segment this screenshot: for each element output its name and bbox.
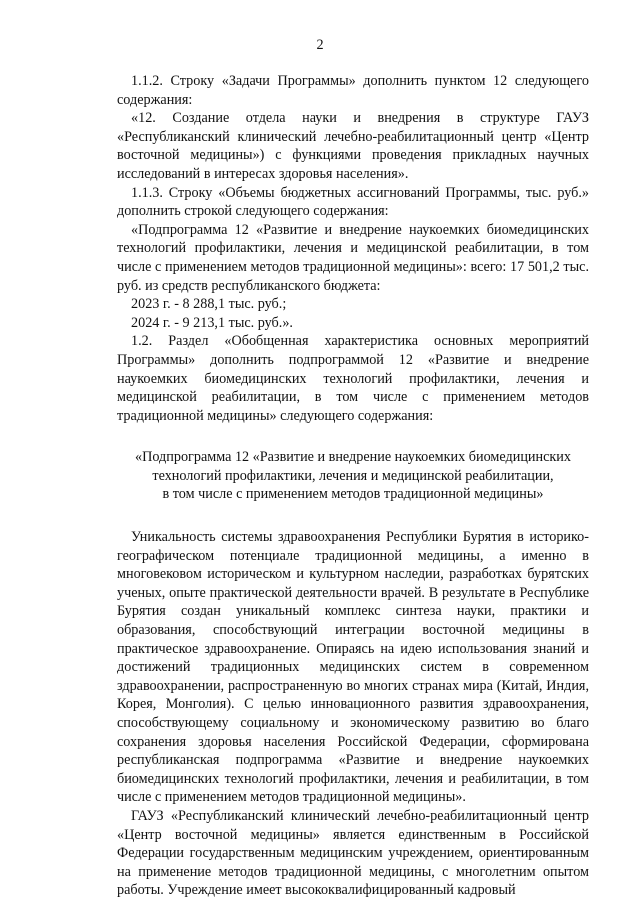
subprogram-heading bbox=[117, 448, 589, 504]
amount-2023: 2023 г. - 8 288,1 тыс. руб.; bbox=[131, 296, 287, 313]
document-body bbox=[117, 72, 589, 900]
heading-line-2: технологий профилактики, лечения и медицинской реабилитации, bbox=[152, 467, 554, 484]
heading-line-3: в том числе с применением методов традиционной медицины» bbox=[162, 486, 544, 503]
amount-2024: 2024 г. - 9 213,1 тыс. руб.». bbox=[131, 314, 293, 331]
paragraph-center-description: ГАУЗ «Республиканский клинический лечебно-реабилитационный центр «Центр восточной медицины» является единственным в Российской Федерации государственным медицинским учреждением, ориентированным на применение методов традиционной медицины, с многолетним опытом работы. Учреждение имеет высококвалифицированный кадровый bbox=[117, 807, 589, 899]
paragraph-subprogram-funding: «Подпрограмма 12 «Развитие и внедрение наукоемких биомедицинских технологий профилактики, лечения и медицинской реабилитации, в том числе с применением методов традиционной медицины»: всего: 17 501,2 тыс. руб. из средств республиканского бюджета: bbox=[117, 221, 589, 294]
paragraph-uniqueness: Уникальность системы здравоохранения Республики Бурятия в историко-географическом потенциале традиционной медицины, а именно в многовековом историческом и культурном наследии, разработках бурятских ученых, опыте практической деятельности врачей. В результате в Республике Бурятия создан уникальный комплекс синтеза науки, практики и образования, способствующий интеграции восточной медицины в практическое здравоохранение. Опираясь на идею использования знаний и достижений традиционных медицинских систем в современном здравоохранении, распространенную во многих странах мира (Китай, Индия, Корея, Монголия). С целью инновационного развития здравоохранения, способствующему социальному и экономическому развитию во благо сохранения здоровья населения Российской Федерации, сформирована республиканская подпрограмма «Развитие и внедрение наукоемких биомедицинских технологий профилактики, лечения и реабилитации, в том числе с применением методов традиционной медицины». bbox=[117, 529, 589, 806]
page-number: 2 bbox=[316, 37, 324, 53]
paragraph-1-2: 1.2. Раздел «Обобщенная характеристика основных мероприятий Программы» дополнить подпрограммой 12 «Развитие и внедрение наукоемких биомедицинских технологий профилактики, лечения и медицинской реабилитации, в том числе с применением методов традиционной медицины» следующего содержания: bbox=[117, 333, 589, 424]
paragraph-1-1-2: 1.1.2. Строку «Задачи Программы» дополнить пунктом 12 следующего содержания: bbox=[117, 73, 589, 108]
paragraph-1-1-3: 1.1.3. Строку «Объемы бюджетных ассигнований Программы, тыс. руб.» дополнить строкой следующего содержания: bbox=[117, 184, 589, 220]
paragraph-task-12: «12. Создание отдела науки и внедрения в структуре ГАУЗ «Республиканский клинический лечебно-реабилитационный центр «Центр восточной медицины») с функциями проведения прикладных научных исследований в интересах здоровья населения». bbox=[117, 110, 589, 182]
heading-line-1: «Подпрограмма 12 «Развитие и внедрение наукоемких биомедицинских bbox=[135, 449, 571, 466]
